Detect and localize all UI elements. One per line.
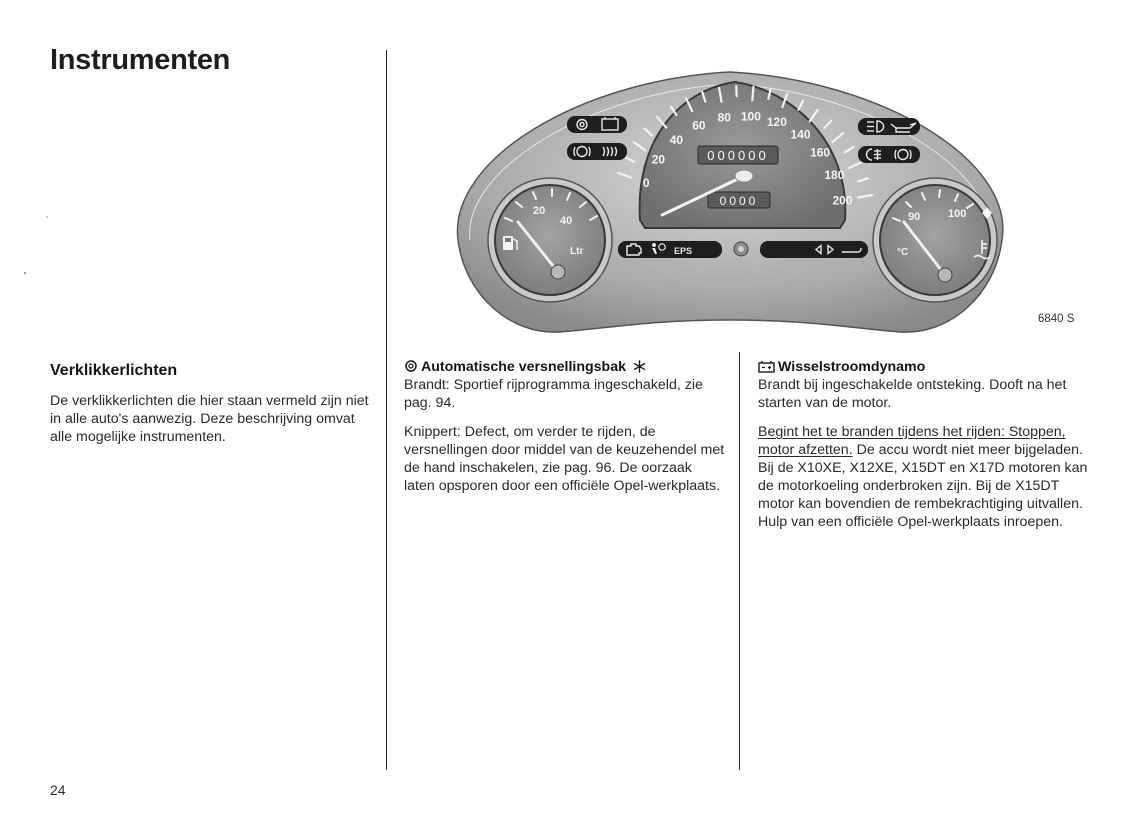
section-heading-alternator <box>758 358 1088 376</box>
right-paragraph-2-rest: De accu wordt niet meer bijgeladen. Bij de X10XE, X12XE, X15DT en X17D motoren kan de motorkoeling onderbroken zijn. Bij de X15DT motor kan bovendien de rembekrachtiging uitvallen. Hulp van een officiële Opel-werkplaats inroepen. <box>758 442 1088 530</box>
speed-scale-label: 100 <box>740 109 761 124</box>
warning-strip-bottom-right <box>760 241 868 258</box>
snowflake-icon <box>633 360 646 373</box>
scan-speck <box>46 216 48 218</box>
left-paragraph: De verklikkerlichten die hier staan vermeld zijn niet in alle auto's aanwezig. Deze beschrijving omvat alle mogelijke instrumenten. <box>50 393 369 445</box>
speed-major-tick <box>752 87 753 101</box>
heading-text: Wisselstroomdynamo <box>778 359 926 375</box>
speed-scale-label: 140 <box>790 127 811 142</box>
warning-strip-bottom-left <box>618 241 722 258</box>
heading-text: Automatische versnellingsbak <box>421 359 626 375</box>
middle-column <box>404 358 726 506</box>
middle-paragraph-1: Brandt: Sportief rijprogramma ingeschakeld, zie pag. 94. <box>404 377 703 411</box>
speed-scale-label: 80 <box>717 110 731 125</box>
column-divider-left <box>386 50 387 770</box>
temp-scale-90: 90 <box>908 211 921 223</box>
speed-scale-label: 60 <box>692 118 706 133</box>
section-heading-verklikkerlichten: Verklikkerlichten <box>50 362 178 379</box>
speed-scale-label: 20 <box>651 152 666 167</box>
speed-scale-label: 160 <box>810 145 831 160</box>
page-title: Instrumenten <box>50 44 231 76</box>
right-paragraph-1: Brandt bij ingeschakelde ontsteking. Dooft na het starten van de motor. <box>758 377 1067 411</box>
instrument-cluster-figure <box>430 50 1030 340</box>
fuel-scale-20: 20 <box>533 205 546 217</box>
transmission-gear-icon <box>404 359 418 373</box>
section-heading-automatic-transmission <box>404 358 726 376</box>
temp-scale-100: 100 <box>948 208 967 220</box>
left-column <box>50 362 372 457</box>
middle-paragraph-2: Knippert: Defect, om verder te rijden, de versnellingen door middel van de keuzehendel met de hand inschakelen, zie pag. 96. De oorzaak laten opsporen door een officiële Opel-werkplaats. <box>404 424 725 494</box>
speed-scale-label: 120 <box>766 115 787 130</box>
temp-unit-label: °C <box>897 247 909 258</box>
fuel-unit-label: Ltr <box>570 246 584 257</box>
speed-scale-label: 0 <box>642 176 650 191</box>
odometer-reading: 000000 <box>707 148 769 163</box>
speed-scale-label: 200 <box>832 193 853 208</box>
speed-minor-tick <box>736 86 737 96</box>
trip-reading: 0000 <box>719 194 759 208</box>
speed-scale-label: 40 <box>669 132 684 147</box>
right-paragraph-2 <box>758 423 1088 531</box>
right-column <box>758 358 1088 542</box>
eps-warning-label: EPS <box>674 246 693 256</box>
fuel-scale-40: 40 <box>560 215 573 227</box>
column-divider-right <box>739 352 740 770</box>
battery-icon <box>758 360 775 373</box>
underlined-warning: Begint het te branden tijdens het rijden: Stoppen, motor afzetten. <box>758 424 1066 458</box>
page-number: 24 <box>50 782 66 798</box>
scan-speck <box>24 272 26 274</box>
speed-scale-label: 180 <box>824 167 845 182</box>
figure-code: 6840 S <box>1038 313 1075 325</box>
